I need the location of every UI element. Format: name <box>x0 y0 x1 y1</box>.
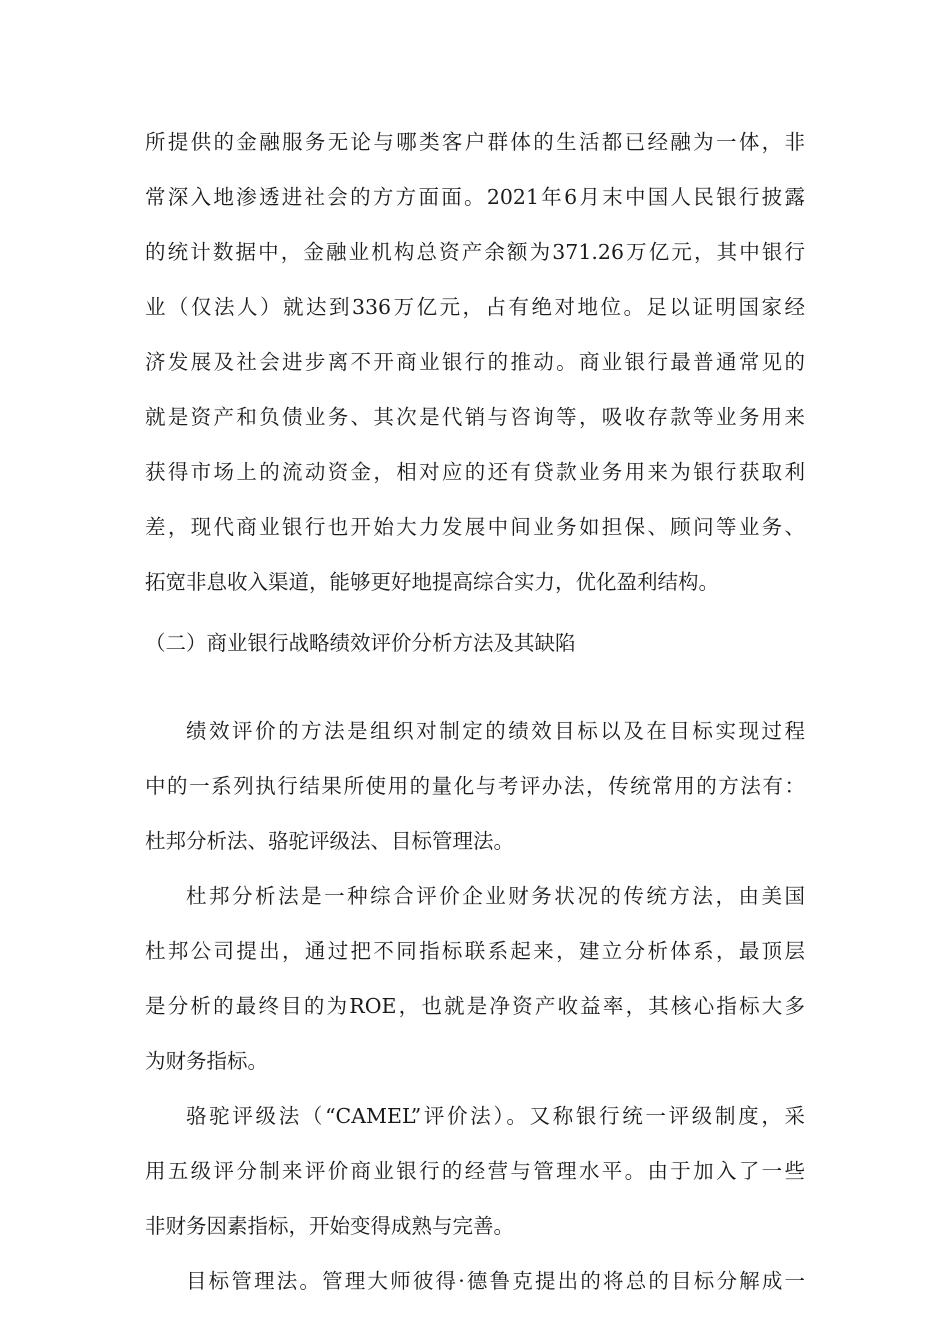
paragraph-line: 中的一系列执行结果所使用的量化与考评办法，传统常用的方法有： <box>145 774 805 798</box>
paragraph-line: 常深入地渗透进社会的方方面面。2021年6月末中国人民银行披露 <box>145 185 805 209</box>
paragraph-line: 就是资产和负债业务、其次是代销与咨询等，吸收存款等业务用来 <box>145 405 805 429</box>
paragraph-line: 为财务指标。 <box>145 1049 268 1073</box>
section-heading: （二）商业银行战略绩效评价分析方法及其缺陷 <box>145 631 576 655</box>
paragraph-line: 杜邦分析法是一种综合评价企业财务状况的传统方法，由美国 <box>186 884 805 908</box>
paragraph-line: 骆驼评级法（“CAMEL”评价法）。又称银行统一评级制度，采 <box>186 1104 805 1128</box>
paragraph-line: 济发展及社会进步离不开商业银行的推动。商业银行最普通常见的 <box>145 350 805 374</box>
paragraph-line: 杜邦公司提出，通过把不同指标联系起来，建立分析体系，最顶层 <box>145 939 805 963</box>
paragraph-line: 是分析的最终目的为ROE，也就是净资产收益率，其核心指标大多 <box>145 994 805 1018</box>
paragraph-line: 用五级评分制来评价商业银行的经营与管理水平。由于加入了一些 <box>145 1159 805 1183</box>
paragraph-line: 杜邦分析法、骆驼评级法、目标管理法。 <box>145 829 514 853</box>
paragraph-line: 拓宽非息收入渠道，能够更好地提高综合实力，优化盈利结构。 <box>145 570 719 594</box>
paragraph-line: 的统计数据中，金融业机构总资产余额为371.26万亿元，其中银行 <box>145 240 805 264</box>
paragraph-line: 业（仅法人）就达到336万亿元，占有绝对地位。足以证明国家经 <box>145 295 805 319</box>
paragraph-line: 非财务因素指标，开始变得成熟与完善。 <box>145 1214 514 1238</box>
paragraph-line: 所提供的金融服务无论与哪类客户群体的生活都已经融为一体，非 <box>145 130 805 154</box>
paragraph-line: 差，现代商业银行也开始大力发展中间业务如担保、顾问等业务、 <box>145 515 805 539</box>
paragraph-line: 目标管理法。管理大师彼得·德鲁克提出的将总的目标分解成一 <box>186 1269 805 1293</box>
paragraph-line: 获得市场上的流动资金，相对应的还有贷款业务用来为银行获取利 <box>145 460 805 484</box>
paragraph-line: 绩效评价的方法是组织对制定的绩效目标以及在目标实现过程 <box>186 719 805 743</box>
